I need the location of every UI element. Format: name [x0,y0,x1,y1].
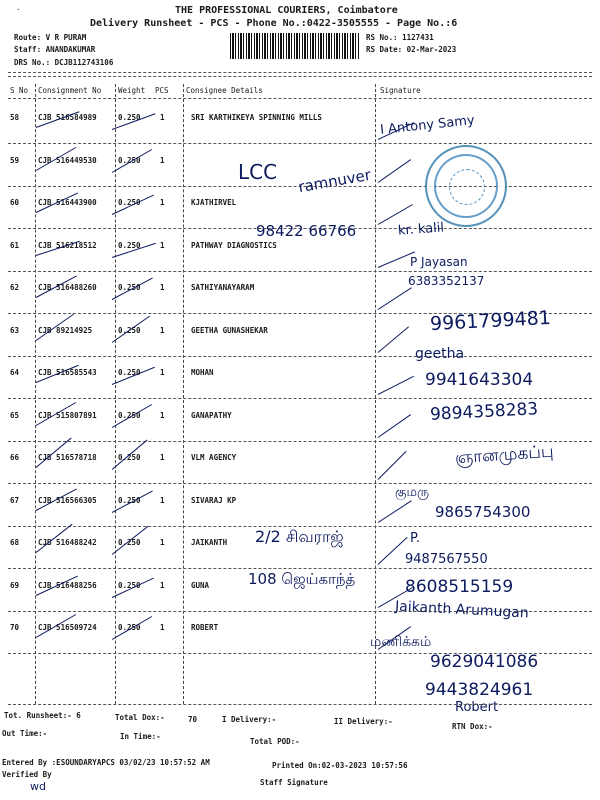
row-sno: 58 [10,113,20,122]
company-stamp [425,145,507,227]
row-sno: 69 [10,581,20,590]
rs-number: RS No.: 1127431 [366,33,434,42]
row-sno: 63 [10,326,20,335]
row-pcs: 1 [160,538,165,547]
handwritten-note: 108 ஜெய்காந்த் [248,570,356,588]
row-weight: 0.250 [118,453,141,462]
row-weight: 0.250 [118,326,141,335]
row-pcs: 1 [160,368,165,377]
row-consignment-no: CJB 516584989 [38,113,97,122]
in-time: In Time:- [120,732,161,741]
signature-stroke [378,500,412,523]
row-sno: 62 [10,283,20,292]
rtn-dox: RTN Dox:- [452,722,493,731]
row-consignee: KJATHIRVEL [191,198,237,207]
handwritten-initials: wd [30,780,46,793]
row-consignment-no: CJB 516488260 [38,283,97,292]
col-sno: S No [10,86,29,95]
row-weight: 0.250 [118,283,141,292]
row-divider [8,483,592,484]
row-pcs: 1 [160,453,165,462]
handwritten-phone: 98422 66766 [256,222,357,240]
handwritten-phone: 9865754300 [435,503,531,521]
row-consignment-no: CJB 516578718 [38,453,97,462]
handwritten-phone: 6383352137 [408,274,485,288]
signature-stroke [378,451,407,480]
row-consignee: SRI KARTHIKEYA SPINNING MILLS [191,113,322,122]
handwritten-phone: 9941643304 [425,370,534,390]
row-divider [8,271,592,272]
row-consignee: VLM AGENCY [191,453,237,462]
row-weight: 0.250 [118,368,141,377]
row-sno: 66 [10,453,20,462]
row-sno: 68 [10,538,20,547]
barcode [230,33,360,59]
row-divider [8,143,592,144]
row-consignment-no: CJB 516218512 [38,241,97,250]
handwritten-phone: 9443824961 [425,680,534,700]
signature-stroke [378,376,414,395]
row-weight: 0.250 [118,623,141,632]
handwritten-signature: Robert [455,700,499,715]
row-pcs: 1 [160,113,165,122]
drs-number: DRS No.: DCJB112743106 [14,58,114,67]
row-consignee: JAIKANTH [191,538,228,547]
row-pcs: 1 [160,198,165,207]
total-dox-label: Total Dox:- [115,713,165,722]
row-sno: 59 [10,156,20,165]
handwritten-signature: மணிக்கம் [370,634,432,650]
row-consignee: ROBERT [191,623,219,632]
row-weight: 0.250 [118,241,141,250]
verified-by: Verified By [2,770,52,779]
row-consignment-no: CJB 516585543 [38,368,97,377]
row-consignment-no: CJB 516449530 [38,156,97,165]
handwritten-signature: kr. kalil [397,220,445,239]
handwritten-signature: ஞானமுகப்பு [454,441,555,469]
row-sno: 67 [10,496,20,505]
divider [8,704,592,705]
signature-stroke [378,159,411,183]
col-weight: Weight [118,86,146,95]
row-pcs: 1 [160,581,165,590]
row-pcs: 1 [160,283,165,292]
row-pcs: 1 [160,241,165,250]
row-consignee: SATHIYANAYARAM [191,283,255,292]
ii-delivery: II Delivery:- [334,717,393,726]
printed-on: Printed On:02-03-2023 10:57:56 [272,761,408,770]
row-weight: 0.250 [118,496,141,505]
route-label: Route: V R PURAM [14,33,87,42]
row-consignment-no: CJB 516488242 [38,538,97,547]
handwritten-signature: Jaikanth Arumugan [394,598,530,622]
row-sno: 65 [10,411,20,420]
rs-date: RS Date: 02-Mar-2023 [366,45,457,54]
handwritten-phone: 8608515159 [405,577,514,597]
row-weight: 0.250 [118,411,141,420]
company-title: THE PROFESSIONAL COURIERS, Coimbatore [175,5,398,16]
handwritten-signature: குமரு [395,485,429,500]
handwritten-phone: 9629041086 [430,652,539,672]
row-sno: 64 [10,368,20,377]
row-divider [8,441,592,442]
row-consignment-no: CJB 516488256 [38,581,97,590]
row-consignee: MOHAN [191,368,214,377]
row-weight: 0.250 [118,156,141,165]
row-consignment-no: CJB 516509724 [38,623,97,632]
row-weight: 0.250 [118,538,141,547]
tot-runsheet: Tot. Runsheet:- 6 [4,711,81,720]
row-pcs: 1 [160,411,165,420]
staff-label: Staff: ANANDAKUMAR [14,45,96,54]
row-consignee: GUNA [191,581,210,590]
row-consignee: PATHWAY DIAGNOSTICS [191,241,277,250]
signature-stroke [378,326,409,352]
runsheet-subtitle: Delivery Runsheet - PCS - Phone No.:0422-3505555 - Page No.:6 [90,18,458,29]
row-consignee: SIVARAJ KP [191,496,237,505]
handwritten-note: LCC [238,160,278,184]
divider [8,76,592,77]
row-consignee: GEETHA GUNASHEKAR [191,326,268,335]
row-pcs: 1 [160,496,165,505]
row-consignment-no: CJB 516566305 [38,496,97,505]
handwritten-note: 2/2 சிவராஜ் [255,527,344,546]
row-consignment-no: CJB 515807891 [38,411,97,420]
header-dot: . [16,3,21,12]
row-consignment-no: CJB 516443900 [38,198,97,207]
staff-signature: Staff Signature [260,778,328,787]
row-sno: 70 [10,623,20,632]
handwritten-signature: I Antony Samy [379,113,476,138]
row-weight: 0.250 [118,198,141,207]
col-signature: Signature [380,86,421,95]
handwritten-phone: 9894358283 [429,399,539,425]
signature-stroke [378,204,413,225]
signature-stroke [378,287,412,310]
row-divider [8,356,592,357]
row-sno: 60 [10,198,20,207]
row-divider [8,568,592,569]
i-delivery: I Delivery:- [222,715,277,724]
row-consignment-no: CJB 89214925 [38,326,93,335]
signature-stroke [378,537,408,565]
handwritten-signature: P Jayasan [410,255,468,269]
divider [8,98,592,99]
total-dox-value: 70 [188,715,198,724]
out-time: Out Time:- [2,729,48,738]
entered-by: Entered By :ESOUNDARYAPCS 03/02/23 10:57:52 AM [2,758,210,767]
total-pod: Total POD:- [250,737,300,746]
signature-stroke [378,414,411,438]
col-consignment: Consignment No [38,86,102,95]
col-consignee: Consignee Details [186,86,263,95]
handwritten-signature: P. [410,531,420,546]
row-weight: 0.250 [118,581,141,590]
handwritten-phone: 9961799481 [429,306,552,336]
row-pcs: 1 [160,623,165,632]
handwritten-note: ramnuver [296,165,373,197]
row-sno: 61 [10,241,20,250]
row-pcs: 1 [160,156,165,165]
row-consignee: GANAPATHY [191,411,232,420]
row-divider [8,398,592,399]
handwritten-phone: 9487567550 [405,552,488,567]
row-pcs: 1 [160,326,165,335]
divider [8,72,592,73]
row-weight: 0.250 [118,113,141,122]
handwritten-signature: geetha [415,346,465,362]
col-pcs: PCS [155,86,169,95]
